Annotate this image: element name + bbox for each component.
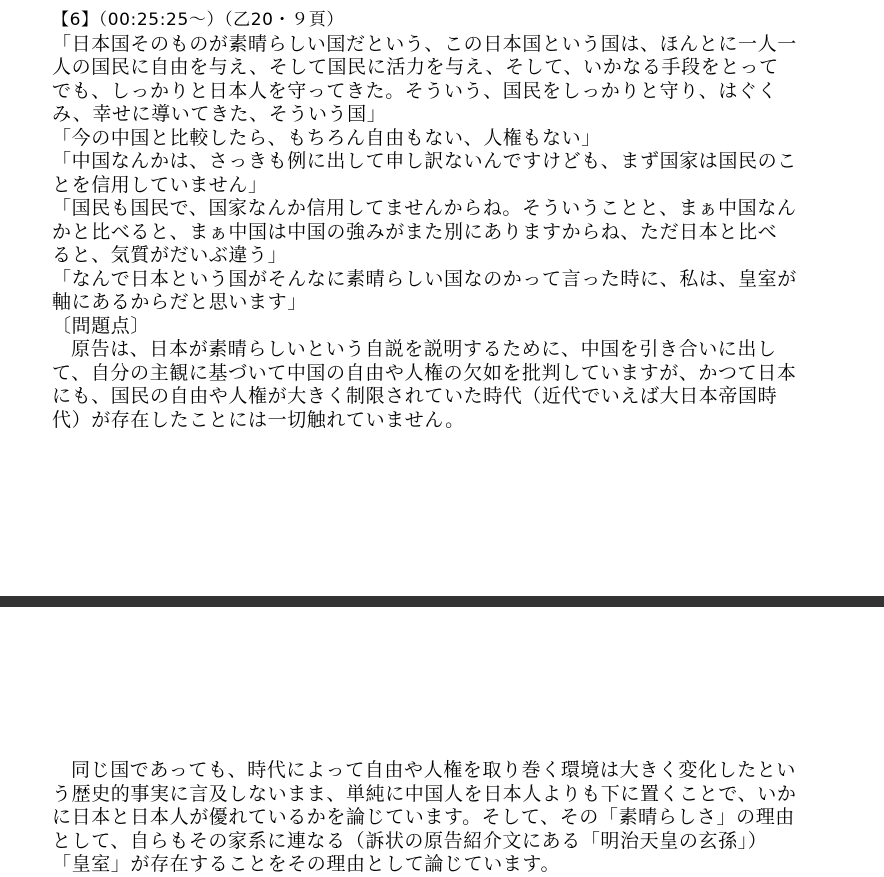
quote-line: 軸にあるからだと思います」 — [52, 291, 307, 313]
problem-label: 〔問題点〕 — [52, 314, 151, 337]
quote-line: み、幸せに導いてきた、そういう国」 — [52, 103, 387, 125]
quote-line: 「今の中国と比較したら、もちろん自由もない、人権もない」 — [52, 126, 601, 149]
document-page-2 — [0, 607, 884, 875]
quote-4 — [52, 197, 822, 268]
page-2-content — [52, 759, 822, 877]
quote-line: 「なんで日本という国がそんなに素晴らしい国なのかって言った時に、私は、皇室が — [52, 267, 797, 290]
quote-line: でも、しっかりと日本人を守ってきた。そういう、国民をしっかりと守り、はぐく — [52, 79, 778, 102]
page-separator — [0, 596, 884, 607]
quote-line: とを信用していません」 — [52, 173, 268, 196]
quote-line: かと比べると、まぁ中国は中国の強みがまた別にありますからね、ただ日本と比べ — [52, 220, 778, 243]
paragraph-line: 原告は、日本が素晴らしいという自説を説明するために、中国を引き合いに出し — [71, 338, 777, 360]
problem-paragraph — [52, 338, 822, 432]
quote-line: 「中国なんかは、さっきも例に出して申し訳ないんですけども、まず国家は国民のこ — [52, 150, 797, 172]
paragraph-line: 同じ国であっても、時代によって自由や人権を取り巻く環境は大きく変化したとい — [71, 759, 797, 781]
paragraph-line: て、自分の主観に基づいて中国の自由や人権の欠如を批判していますが、かつて日本 — [52, 361, 797, 384]
quote-5 — [52, 268, 822, 315]
quote-line: ると、気質がだいぶ違う」 — [52, 244, 288, 266]
quote-line: 「日本国そのものが素晴らしい国だという、この日本国という国は、ほんとに一人一 — [52, 32, 797, 55]
paragraph-line: う歴史的事実に言及しないまま、単純に中国人を日本人よりも下に置くことで、いか — [52, 782, 797, 805]
paragraph-line: 代）が存在したことには一切触れていません。 — [52, 408, 465, 431]
paragraph-line: に日本と日本人が優れているかを論じています。そして、その「素晴らしさ」の理由 — [52, 806, 795, 828]
page-1-content — [52, 9, 822, 432]
quote-line: 「国民も国民で、国家なんか信用してませんからね。そういうことと、まぁ中国なん — [52, 197, 797, 219]
quote-line: 人の国民に自由を与え、そして国民に活力を与え、そして、いかなる手段をとって — [52, 56, 779, 78]
section-heading: 【6】（00:25:25〜）（乙20・９頁） — [52, 10, 344, 30]
quote-3 — [52, 150, 822, 197]
paragraph-line: にも、国民の自由や人権が大きく制限されていた時代（近代でいえば大日本帝国時 — [52, 385, 778, 407]
quote-1 — [52, 33, 822, 127]
paragraph-line: 「皇室」が存在することをその理由として論じています。 — [52, 853, 561, 875]
quote-2 — [52, 127, 822, 151]
paragraph-line: として、自らもその家系に連なる（訴状の原告紹介文にある「明治天皇の玄孫」） — [52, 829, 768, 852]
